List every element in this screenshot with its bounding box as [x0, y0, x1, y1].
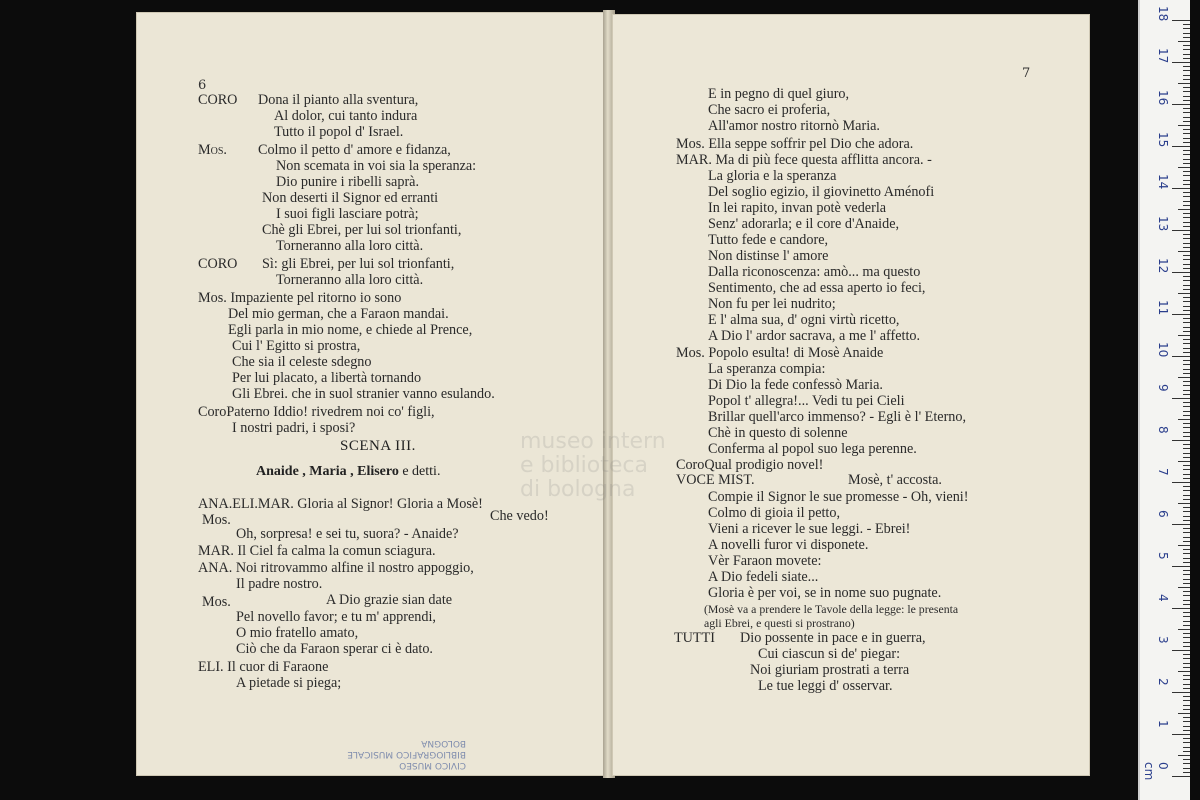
verse-line: Al dolor, cui tanto indura [274, 108, 418, 124]
ruler-tick [1183, 175, 1190, 176]
ruler-tick [1183, 150, 1190, 151]
verse-line: Brillar quell'arco immenso? - Egli è l' Eterno, [708, 409, 967, 425]
ruler-tick [1183, 66, 1190, 67]
ruler-tick [1178, 335, 1190, 336]
ruler-tick [1183, 205, 1190, 206]
ruler-number: 13 [1156, 216, 1170, 232]
ruler-tick [1183, 58, 1190, 59]
verse-line: Del mio german, che a Faraon mandai. [228, 306, 449, 322]
speaker-label: CORO [198, 256, 238, 272]
ruler-number: 4 [1156, 594, 1170, 602]
ruler-tick [1183, 667, 1190, 668]
chorus-line: Noi giuriam prostrati a terra [750, 662, 910, 678]
ruler-number: 8 [1156, 426, 1170, 434]
ruler-tick [1183, 495, 1190, 496]
ruler-tick [1183, 394, 1190, 395]
verse-line: La speranza compia: [708, 361, 826, 377]
ruler-tick [1183, 117, 1190, 118]
verse-line: Di Dio la fede confessò Maria. [708, 377, 883, 393]
verse-line: Non fu per lei nudrito; [708, 296, 836, 312]
ruler-number: 12 [1156, 258, 1170, 274]
ruler-tick [1172, 440, 1190, 441]
verse-line: Mosè, t' accosta. [848, 472, 942, 488]
ruler-tick [1183, 616, 1190, 617]
ruler-tick [1183, 45, 1190, 46]
ruler-tick [1183, 621, 1190, 622]
ruler-tick [1183, 537, 1190, 538]
ruler-tick [1178, 545, 1190, 546]
verse-line: Colmo il petto d' amore e fidanza, [258, 142, 451, 158]
ruler-tick [1183, 381, 1190, 382]
ruler-tick [1183, 213, 1190, 214]
ruler-tick [1172, 692, 1190, 693]
dialogue-line: ANA.ELI.MAR. Gloria al Signor! Gloria a Mosè! [198, 496, 483, 512]
ruler-tick [1183, 154, 1190, 155]
ruler-tick [1172, 356, 1190, 357]
ruler-tick [1183, 306, 1190, 307]
ruler-tick [1183, 709, 1190, 710]
character-rest: e detti. [402, 464, 441, 479]
speaker-label: CORO [198, 92, 238, 108]
verse-line: Che sacro ei proferia, [708, 102, 831, 118]
verse-line: Vèr Faraon movete: [708, 553, 822, 569]
ruler-tick [1183, 658, 1190, 659]
verse-line: Tutto fede e candore, [708, 232, 829, 248]
ruler-tick [1183, 427, 1190, 428]
ruler-tick [1183, 201, 1190, 202]
ruler-tick [1183, 352, 1190, 353]
ruler-tick [1183, 301, 1190, 302]
ruler-tick [1183, 516, 1190, 517]
dialogue-line: A Dio grazie sian date [326, 592, 453, 608]
ruler-tick [1183, 558, 1190, 559]
library-stamp: CIVICO MUSEO BIBLIOGRAFICO MUSICALE BOLOGNA [347, 738, 466, 770]
ruler-tick [1183, 343, 1190, 344]
ruler-number: 14 [1156, 174, 1170, 190]
ruler-tick [1178, 41, 1190, 42]
ruler-tick [1178, 755, 1190, 756]
ruler-tick [1178, 461, 1190, 462]
right-page [612, 14, 1090, 776]
ruler-tick [1183, 243, 1190, 244]
speaker-label: Mos. [198, 142, 227, 158]
verse-line: All'amor nostro ritornò Maria. [708, 118, 880, 134]
ruler-tick [1183, 595, 1190, 596]
ruler-tick [1183, 511, 1190, 512]
ruler-tick [1183, 339, 1190, 340]
dialogue-line: ELI. Il cuor di Faraone [198, 659, 329, 675]
left-page-number: 6 [198, 78, 207, 93]
character-names: Anaide , Maria , Elisero [256, 464, 399, 479]
ruler-tick [1183, 369, 1190, 370]
ruler-tick [1183, 688, 1190, 689]
ruler-tick [1183, 448, 1190, 449]
ruler-number: 16 [1156, 90, 1170, 106]
ruler-tick [1183, 478, 1190, 479]
verse-line: Chè gli Ebrei, per lui sol trionfanti, [262, 222, 462, 238]
verse-line: Mos. Ella seppe soffrir pel Dio che adora. [676, 136, 914, 152]
ruler-tick [1178, 671, 1190, 672]
ruler-tick [1172, 734, 1190, 735]
ruler-tick [1183, 159, 1190, 160]
ruler-tick [1183, 217, 1190, 218]
ruler-tick [1183, 331, 1190, 332]
ruler-tick [1183, 553, 1190, 554]
ruler-tick [1172, 314, 1190, 315]
ruler-tick [1178, 83, 1190, 84]
verse-line: Dona il pianto alla sventura, [258, 92, 419, 108]
ruler-tick [1183, 574, 1190, 575]
ruler-tick [1183, 75, 1190, 76]
verse-line: In lei rapito, invan potè vederla [708, 200, 887, 216]
ruler-tick [1183, 285, 1190, 286]
dialogue-line: MAR. Il Ciel fa calma la comun sciagura. [198, 543, 436, 559]
verse-line: Gloria è per voi, se in nome suo pugnate. [708, 585, 942, 601]
ruler-tick [1183, 360, 1190, 361]
ruler-tick [1183, 276, 1190, 277]
verse-line: A Dio fedeli siate... [708, 569, 819, 585]
ruler-tick [1183, 633, 1190, 634]
ruler-tick [1183, 637, 1190, 638]
ruler-tick [1172, 398, 1190, 399]
ruler-tick [1183, 364, 1190, 365]
ruler-tick [1172, 482, 1190, 483]
stage-direction-line-1: (Mosè va a prendere le Tavole della legge: le presenta [704, 602, 959, 616]
chorus-line: Cui ciascun si de' piegar: [758, 646, 901, 662]
ruler-tick [1183, 222, 1190, 223]
verse-line: Egli parla in mio nome, e chiede al Prence, [228, 322, 473, 338]
verse-line: VOCE MIST. [676, 472, 755, 488]
ruler-tick [1183, 318, 1190, 319]
right-page-number: 7 [1022, 66, 1031, 81]
ruler-number: 5 [1156, 552, 1170, 560]
dialogue-line: Mos. [202, 594, 231, 610]
verse-line: CoroQual prodigio novel! [676, 457, 824, 473]
dialogue-line: O mio fratello amato, [236, 625, 359, 641]
dialogue-line: ANA. Noi ritrovammo alfine il nostro appoggio, [198, 560, 474, 576]
ruler-tick [1183, 763, 1190, 764]
ruler-tick [1183, 37, 1190, 38]
ruler-tick [1183, 684, 1190, 685]
ruler-number: 11 [1156, 300, 1170, 316]
ruler-tick [1172, 62, 1190, 63]
ruler-tick [1183, 457, 1190, 458]
ruler-tick [1183, 112, 1190, 113]
ruler-tick [1183, 297, 1190, 298]
ruler-tick [1183, 663, 1190, 664]
ruler-tick [1183, 138, 1190, 139]
left-page [136, 12, 606, 776]
verse-line: E in pegno di quel giuro, [708, 86, 850, 102]
verse-line: Cui l' Egitto si prostra, [232, 338, 361, 354]
verse-line: Mos. Popolo esulta! di Mosè Anaide [676, 345, 884, 361]
ruler-tick [1178, 293, 1190, 294]
verse-line: MAR. Ma di più fece questa afflitta ancora. - [676, 152, 932, 168]
ruler-tick [1178, 125, 1190, 126]
ruler-tick [1183, 751, 1190, 752]
verse-line: Non scemata in voi sia la speranza: [276, 158, 477, 174]
verse-line: Del soglio egizio, il giovinetto Aménofi [708, 184, 935, 200]
ruler-tick [1178, 209, 1190, 210]
ruler-tick [1183, 600, 1190, 601]
ruler-tick [1183, 54, 1190, 55]
ruler-number: 9 [1156, 384, 1170, 392]
ruler-tick [1183, 436, 1190, 437]
ruler-tick [1183, 423, 1190, 424]
ruler-tick [1183, 373, 1190, 374]
ruler-tick [1183, 171, 1190, 172]
ruler-tick [1183, 562, 1190, 563]
ruler-number: 0 cm [1142, 762, 1170, 781]
ruler-tick [1183, 142, 1190, 143]
stage-direction-line-2: agli Ebrei, e questi si prostrano) [704, 616, 855, 630]
ruler-tick [1183, 591, 1190, 592]
ruler-tick [1183, 612, 1190, 613]
ruler-tick [1183, 742, 1190, 743]
verse-line: Chè in questo di solenne [708, 425, 848, 441]
ruler-tick [1183, 679, 1190, 680]
ruler-tick [1178, 377, 1190, 378]
ruler-tick [1183, 259, 1190, 260]
verse-line: Torneranno alla loro città. [276, 272, 424, 288]
dialogue-line: Ciò che da Faraon sperar ci è dato. [236, 641, 433, 657]
verse-line: Conferma al popol suo lega perenne. [708, 441, 917, 457]
ruler-tick [1172, 104, 1190, 105]
ruler-tick [1183, 625, 1190, 626]
ruler-tick [1172, 608, 1190, 609]
verse-line: Tutto il popol d' Israel. [274, 124, 404, 140]
dialogue-line: Pel novello favor; e tu m' apprendi, [236, 609, 436, 625]
ruler-tick [1183, 268, 1190, 269]
ruler-tick [1183, 406, 1190, 407]
chorus-line: TUTTI [674, 630, 715, 646]
ruler-tick [1172, 230, 1190, 231]
ruler-tick [1183, 24, 1190, 25]
ruler-tick [1183, 129, 1190, 130]
scene-title: SCENA III. [340, 438, 416, 454]
ruler-tick [1183, 402, 1190, 403]
ruler-tick [1183, 717, 1190, 718]
ruler-tick [1183, 486, 1190, 487]
dialogue-line: A pietade si piega; [236, 675, 342, 691]
chorus-line: Dio possente in pace e in guerra, [740, 630, 926, 646]
ruler-tick [1183, 180, 1190, 181]
verse-line: Senz' adorarla; e il core d'Anaide, [708, 216, 900, 232]
verse-line: Dalla riconoscenza: amò... ma questo [708, 264, 921, 280]
verse-line: Non distinse l' amore [708, 248, 829, 264]
ruler-tick [1183, 432, 1190, 433]
ruler-tick [1183, 730, 1190, 731]
ruler-number: 1 [1156, 720, 1170, 728]
ruler-tick [1183, 322, 1190, 323]
ruler-tick [1183, 675, 1190, 676]
ruler-tick [1183, 163, 1190, 164]
chorus-line: Le tue leggi d' osservar. [758, 678, 893, 694]
verse-line: Torneranno alla loro città. [276, 238, 424, 254]
verse-line: Colmo di gioia il petto, [708, 505, 841, 521]
verse-line: La gloria e la speranza [708, 168, 837, 184]
ruler-tick [1178, 503, 1190, 504]
measurement-ruler [1138, 0, 1190, 800]
ruler-tick [1183, 507, 1190, 508]
ruler-tick [1183, 520, 1190, 521]
ruler-tick [1183, 196, 1190, 197]
ruler-tick [1183, 772, 1190, 773]
ruler-tick [1183, 49, 1190, 50]
ruler-tick [1183, 96, 1190, 97]
ruler-tick [1183, 747, 1190, 748]
ruler-tick [1183, 28, 1190, 29]
ruler-tick [1183, 453, 1190, 454]
ruler-tick [1183, 255, 1190, 256]
ruler-tick [1183, 646, 1190, 647]
verse-line: Popol t' allegra!... Vedi tu pei Cieli [708, 393, 905, 409]
ruler-tick [1178, 713, 1190, 714]
ruler-tick [1178, 587, 1190, 588]
verse-line: I nostri padri, i sposi? [232, 420, 356, 436]
ruler-number: 7 [1156, 468, 1170, 476]
ruler-tick [1183, 642, 1190, 643]
ruler-number: 18 [1156, 6, 1170, 22]
verse-line: Che sia il celeste sdegno [232, 354, 372, 370]
ruler-tick [1183, 469, 1190, 470]
ruler-tick [1183, 499, 1190, 500]
ruler-tick [1183, 696, 1190, 697]
ruler-tick [1183, 327, 1190, 328]
ruler-tick [1172, 650, 1190, 651]
ruler-tick [1183, 700, 1190, 701]
ruler-tick [1178, 629, 1190, 630]
ruler-tick [1183, 100, 1190, 101]
verse-line: Dio punire i ribelli saprà. [276, 174, 420, 190]
verse-line: Mos. Impaziente pel ritorno io sono [198, 290, 402, 306]
verse-line: Non deserti il Signor ed erranti [262, 190, 439, 206]
verse-line: Gli Ebrei. che in suol stranier vanno esulando. [232, 386, 495, 402]
museum-watermark: museo intern e biblioteca di bologna [520, 429, 666, 502]
dialogue-line: Oh, sorpresa! e sei tu, suora? - Anaide? [236, 526, 459, 542]
verse-line: Vieni a ricever le sue leggi. - Ebrei! [708, 521, 911, 537]
ruler-tick [1183, 348, 1190, 349]
ruler-tick [1183, 532, 1190, 533]
ruler-tick [1172, 566, 1190, 567]
ruler-tick [1183, 226, 1190, 227]
ruler-tick [1183, 289, 1190, 290]
ruler-tick [1183, 604, 1190, 605]
ruler-tick [1183, 490, 1190, 491]
ruler-tick [1183, 570, 1190, 571]
ruler-tick [1183, 385, 1190, 386]
ruler-number: 6 [1156, 510, 1170, 518]
verse-line: CoroPaterno Iddio! rivedrem noi co' figli, [198, 404, 435, 420]
ruler-tick [1172, 272, 1190, 273]
verse-line: Sì: gli Ebrei, per lui sol trionfanti, [262, 256, 455, 272]
ruler-tick [1172, 524, 1190, 525]
ruler-tick [1183, 91, 1190, 92]
ruler-tick [1183, 654, 1190, 655]
ruler-tick [1183, 70, 1190, 71]
ruler-tick [1183, 444, 1190, 445]
ruler-tick [1178, 167, 1190, 168]
scene-characters [256, 464, 440, 480]
ruler-tick [1183, 465, 1190, 466]
ruler-tick [1172, 188, 1190, 189]
ruler-tick [1183, 108, 1190, 109]
ruler-tick [1183, 87, 1190, 88]
ruler-tick [1183, 768, 1190, 769]
dialogue-line: Mos. [202, 512, 231, 528]
ruler-tick [1183, 528, 1190, 529]
ruler-number: 15 [1156, 132, 1170, 148]
verse-line: A Dio l' ardor sacrava, a me l' affetto. [708, 328, 921, 344]
ruler-number: 3 [1156, 636, 1170, 644]
ruler-tick [1178, 419, 1190, 420]
ruler-number: 2 [1156, 678, 1170, 686]
ruler-tick [1183, 721, 1190, 722]
ruler-tick [1172, 776, 1190, 777]
ruler-tick [1183, 234, 1190, 235]
ruler-tick [1183, 541, 1190, 542]
ruler-tick [1183, 310, 1190, 311]
ruler-tick [1183, 726, 1190, 727]
ruler-tick [1183, 247, 1190, 248]
verse-line: E l' alma sua, d' ogni virtù ricetto, [708, 312, 900, 328]
ruler-tick [1183, 759, 1190, 760]
ruler-number: 17 [1156, 48, 1170, 64]
ruler-tick [1183, 264, 1190, 265]
dialogue-line: Che vedo! [490, 508, 549, 524]
ruler-tick [1172, 146, 1190, 147]
ruler-tick [1183, 411, 1190, 412]
ruler-tick [1183, 79, 1190, 80]
ruler-tick [1183, 192, 1190, 193]
ruler-tick [1183, 738, 1190, 739]
ruler-tick [1183, 474, 1190, 475]
ruler-tick [1183, 549, 1190, 550]
ruler-tick [1183, 390, 1190, 391]
ruler-tick [1183, 280, 1190, 281]
verse-line: Sentimento, che ad essa aperto io feci, [708, 280, 926, 296]
verse-line: Compie il Signor le sue promesse - Oh, vieni! [708, 489, 969, 505]
verse-line: I suoi figli lasciare potrà; [276, 206, 419, 222]
ruler-tick [1183, 184, 1190, 185]
ruler-tick [1172, 20, 1190, 21]
ruler-tick [1183, 238, 1190, 239]
ruler-tick [1183, 33, 1190, 34]
ruler-tick [1183, 579, 1190, 580]
verse-line: A novelli furor vi disponete. [708, 537, 869, 553]
dialogue-line: Il padre nostro. [236, 576, 323, 592]
verse-line: Per lui placato, a libertà tornando [232, 370, 422, 386]
ruler-tick [1183, 121, 1190, 122]
ruler-tick [1183, 133, 1190, 134]
ruler-tick [1183, 583, 1190, 584]
ruler-tick [1183, 705, 1190, 706]
ruler-tick [1183, 415, 1190, 416]
ruler-number: 10 [1156, 342, 1170, 358]
ruler-tick [1178, 251, 1190, 252]
